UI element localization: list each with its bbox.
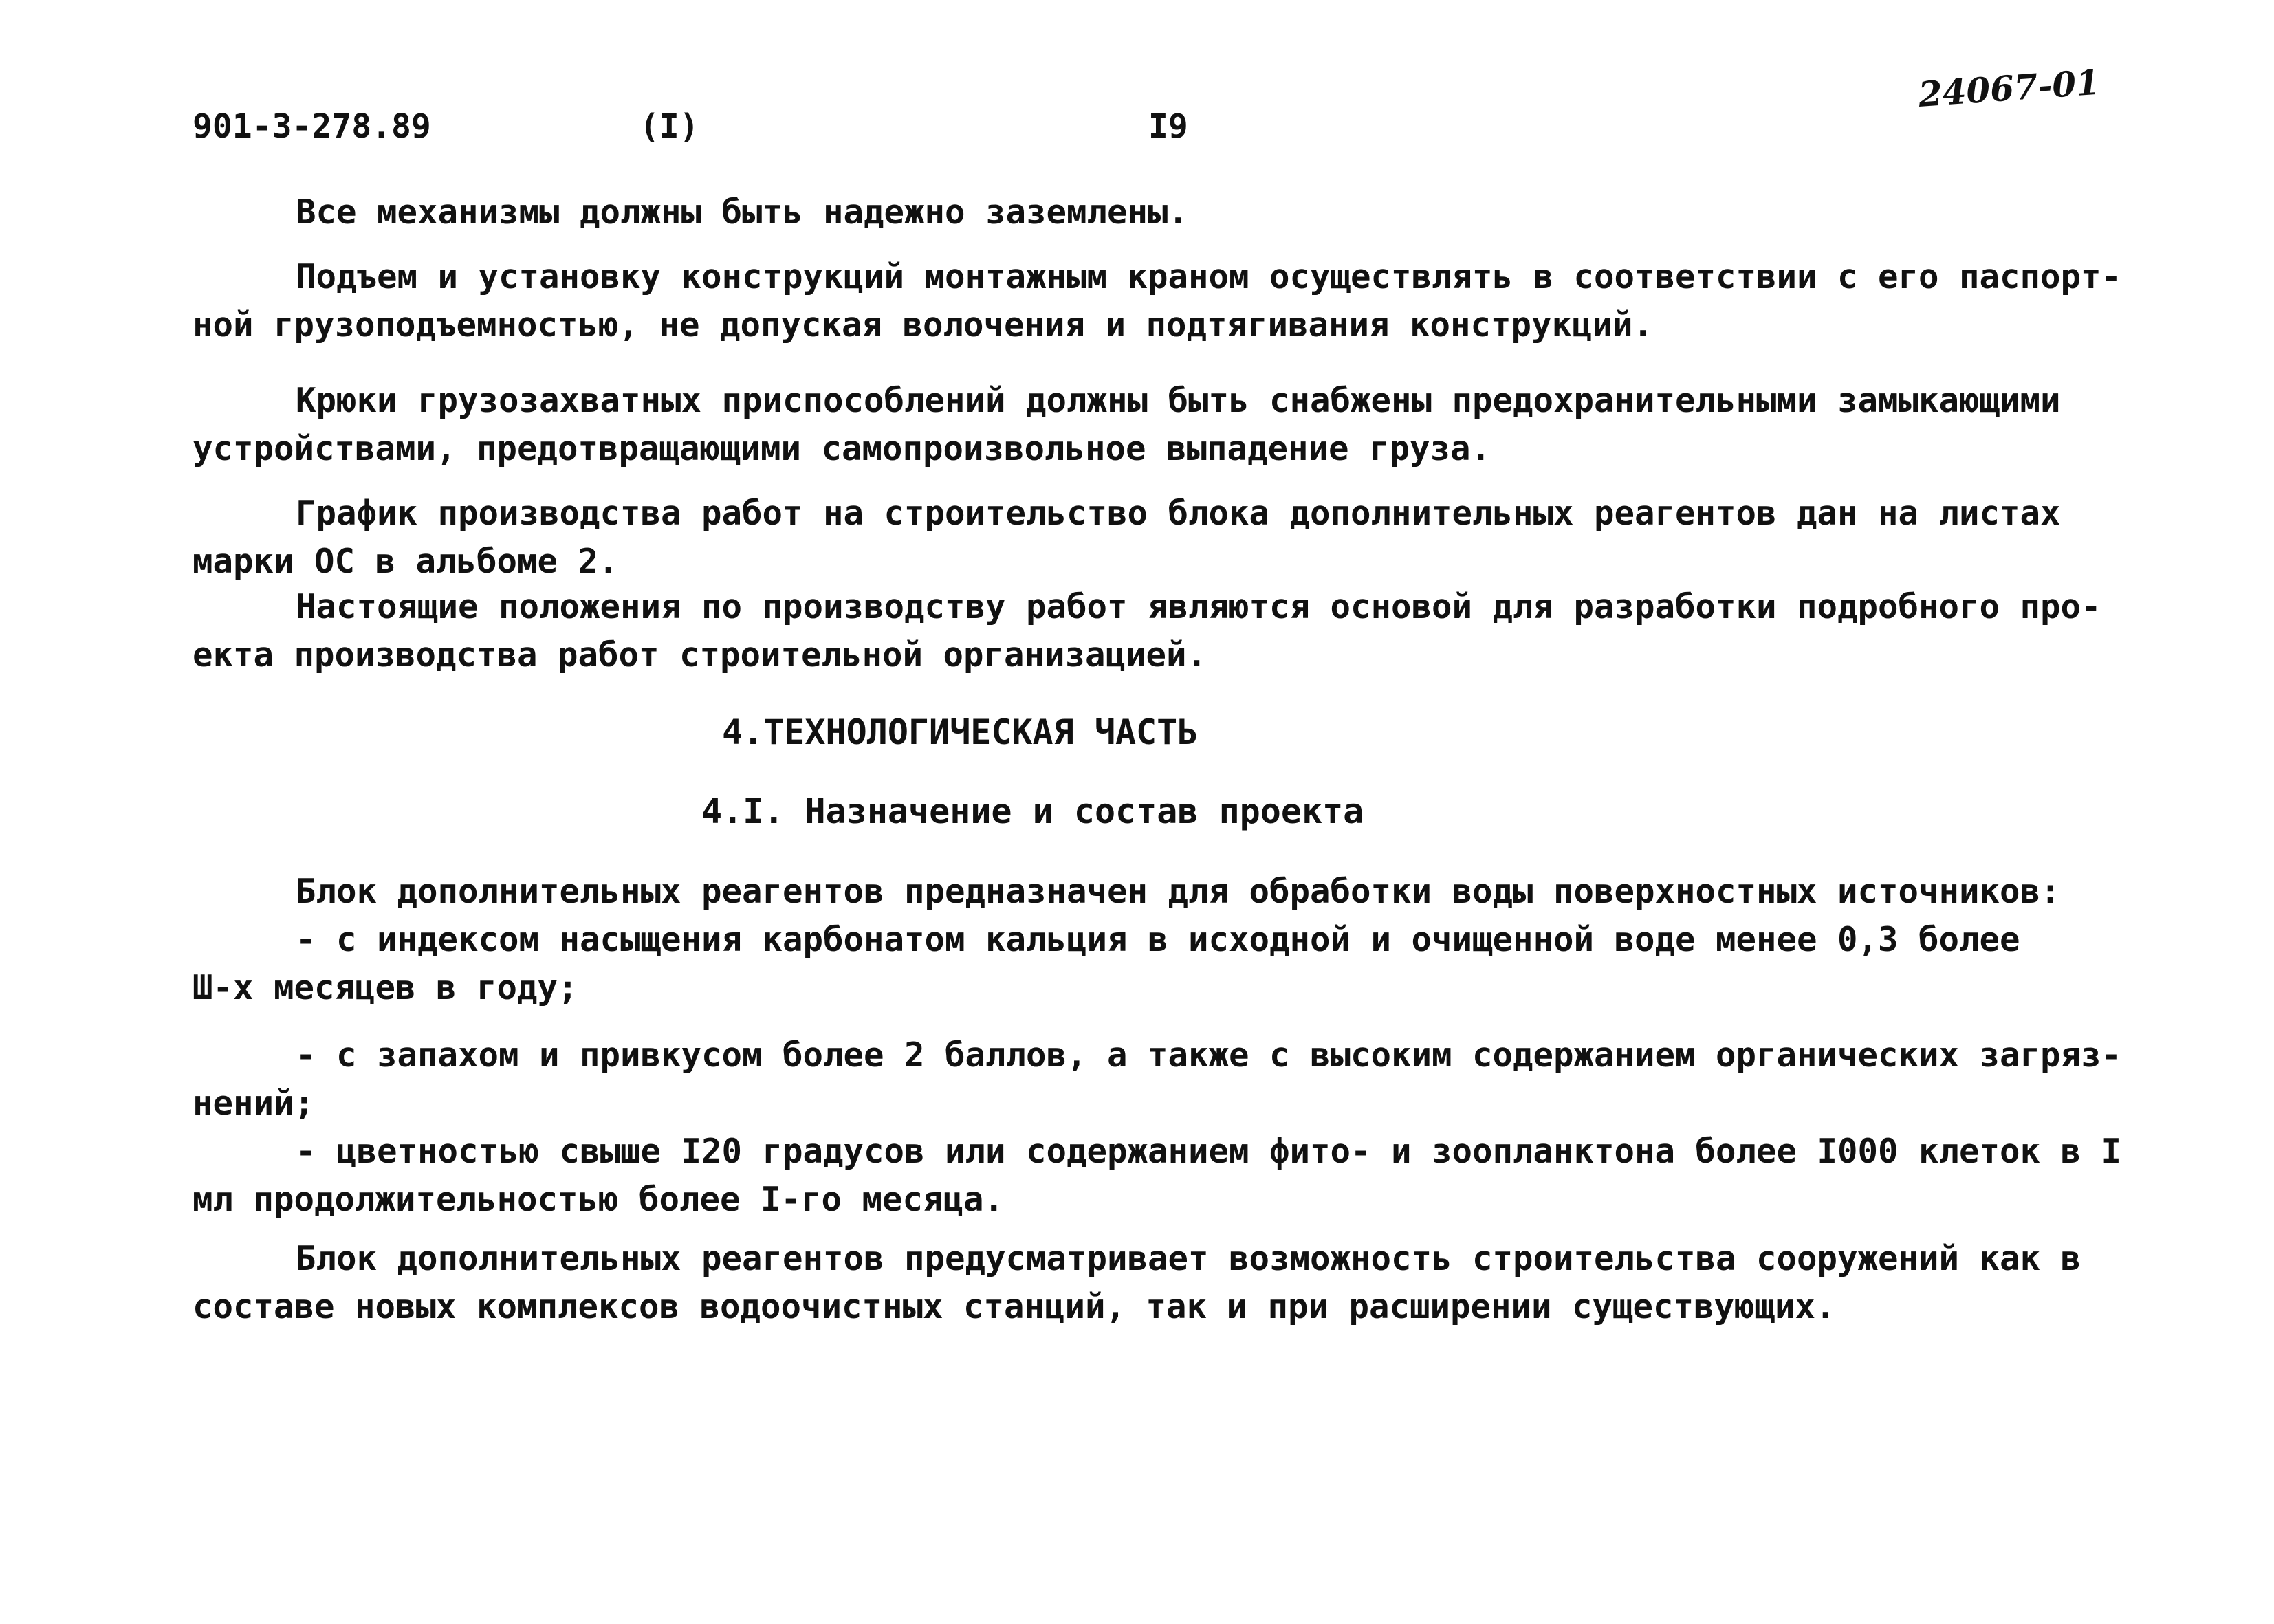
paragraph-conditions (193, 1031, 2122, 1224)
paragraph-line: нений; (193, 1084, 315, 1123)
page-number: I9 (1148, 107, 1188, 146)
document-part: (I) (639, 107, 699, 146)
paragraph-line: - с индексом насыщения карбонатом кальция в исходной и очищенной воде менее 0,3 более (296, 920, 2020, 959)
paragraph-purpose (193, 868, 2061, 1012)
paragraph-line: Крюки грузозахватных приспособлений должны быть снабжены предохранительными замыкающими (296, 381, 2061, 420)
paragraph-line: Блок дополнительных реагентов предусматривает возможность строительства сооружений как в (296, 1239, 2081, 1278)
paragraph-line: - с запахом и привкусом более 2 баллов, а также с высоким содержанием органических загряз- (296, 1035, 2122, 1075)
paragraph-line: марки ОС в альбоме 2. (193, 542, 619, 581)
paragraph-line: Блок дополнительных реагентов предназначен для обработки воды поверхностных источников: (296, 872, 2061, 911)
paragraph-line: Настоящие положения по производству работ являются основой для разработки подробного про- (296, 587, 2101, 626)
paragraph-line: екта производства работ строительной организацией. (193, 635, 1207, 674)
paragraph-line: устройствами, предотвращающими самопроизвольное выпадение груза. (193, 429, 1491, 468)
paragraph-line: - цветностью свыше I20 градусов или содержанием фито- и зоопланктона более I000 клеток в I (296, 1132, 2122, 1171)
paragraph-line: составе новых комплексов водоочистных станций, так и при расширении существующих. (193, 1287, 1836, 1326)
paragraph-line: Подъем и установку конструкций монтажным краном осуществлять в соответствии с его паспорт- (296, 257, 2122, 296)
paragraph-schedule (193, 490, 2061, 586)
document-code: 901-3-278.89 (193, 107, 431, 146)
paragraph-line: мл продолжительностью более I-го месяца. (193, 1180, 1005, 1219)
paragraph-lifting (193, 253, 2122, 349)
handwritten-reference-number: 24067-01 (1916, 61, 2101, 115)
paragraph-line: ной грузоподъемностью, не допуская волочения и подтягивания конструкций. (193, 305, 1654, 344)
paragraph-hooks (193, 377, 2061, 473)
section-title: 4.ТЕХНОЛОГИЧЕСКАЯ ЧАСТЬ (722, 712, 1199, 752)
subsection-title: 4.I. Назначение и состав проекта (701, 791, 1364, 831)
paragraph-construction (193, 1235, 2081, 1331)
paragraph-grounding (193, 188, 2049, 237)
paragraph-line: График производства работ на строительство блока дополнительных реагентов дан на листах (296, 494, 2061, 533)
paragraph-line: Ш-х месяцев в году; (193, 968, 578, 1007)
paragraph-regulations (193, 583, 2101, 679)
paragraph-line: Все механизмы должны быть надежно заземлены. (296, 193, 1189, 232)
